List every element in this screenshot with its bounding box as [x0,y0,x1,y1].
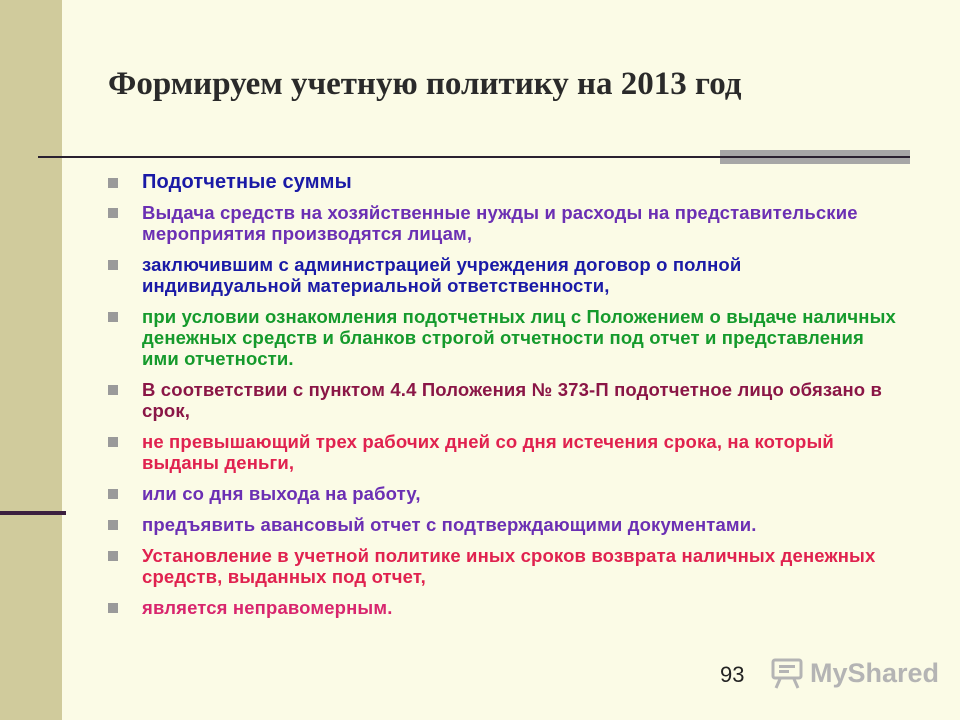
bullet-text: предъявить авансовый отчет с подтверждающими документами. [142,514,757,535]
slide-title: Формируем учетную политику на 2013 год [108,66,742,102]
bullet-text: не превышающий трех рабочих дней со дня истечения срока, на который выданы деньги, [142,431,834,473]
square-bullet-icon [108,178,118,188]
square-bullet-icon [108,312,118,322]
square-bullet-icon [108,260,118,270]
presentation-board-icon [770,657,804,689]
square-bullet-icon [108,603,118,613]
square-bullet-icon [108,551,118,561]
watermark-text: MyShared [810,657,940,688]
bullet-text: Установление в учетной политике иных сроков возврата наличных денежных средств, выданных под отчет, [142,545,876,587]
bullet-list [106,172,906,628]
square-bullet-icon [108,489,118,499]
square-bullet-icon [108,385,118,395]
bullet-item [106,379,906,421]
bullet-text: заключившим с администрацией учреждения договор о полной индивидуальной материальной ответственности, [142,254,742,296]
bullet-text: при условии ознакомления подотчетных лиц с Положением о выдаче наличных денежных средств и бланков строгой отчетности под отчет и представления ими отчетности. [142,306,896,369]
page-number: 93 [720,662,745,687]
bullet-item [106,202,906,244]
bullet-item [106,514,906,535]
title-rule [38,156,720,158]
bullet-text: или со дня выхода на работу, [142,483,421,504]
square-bullet-icon [108,437,118,447]
bullet-text: Выдача средств на хозяйственные нужды и расходы на представительские мероприятия производятся лицам, [142,202,858,244]
bullet-item [106,306,906,369]
bullet-text: В соответствии с пунктом 4.4 Положения № 373-П подотчетное лицо обязано в срок, [142,379,883,421]
band-divider [0,511,66,515]
left-decorative-band [0,0,62,720]
watermark-logo [770,657,939,689]
bullet-text: Подотчетные суммы [142,171,352,193]
bullet-text: является неправомерным. [142,597,393,618]
bullet-item [106,431,906,473]
bullet-item [106,545,906,587]
bullet-item [106,483,906,504]
title-rule-accent [720,150,910,164]
bullet-item [106,597,906,618]
square-bullet-icon [108,208,118,218]
bullet-item [106,254,906,296]
bullet-item [106,172,906,193]
square-bullet-icon [108,520,118,530]
